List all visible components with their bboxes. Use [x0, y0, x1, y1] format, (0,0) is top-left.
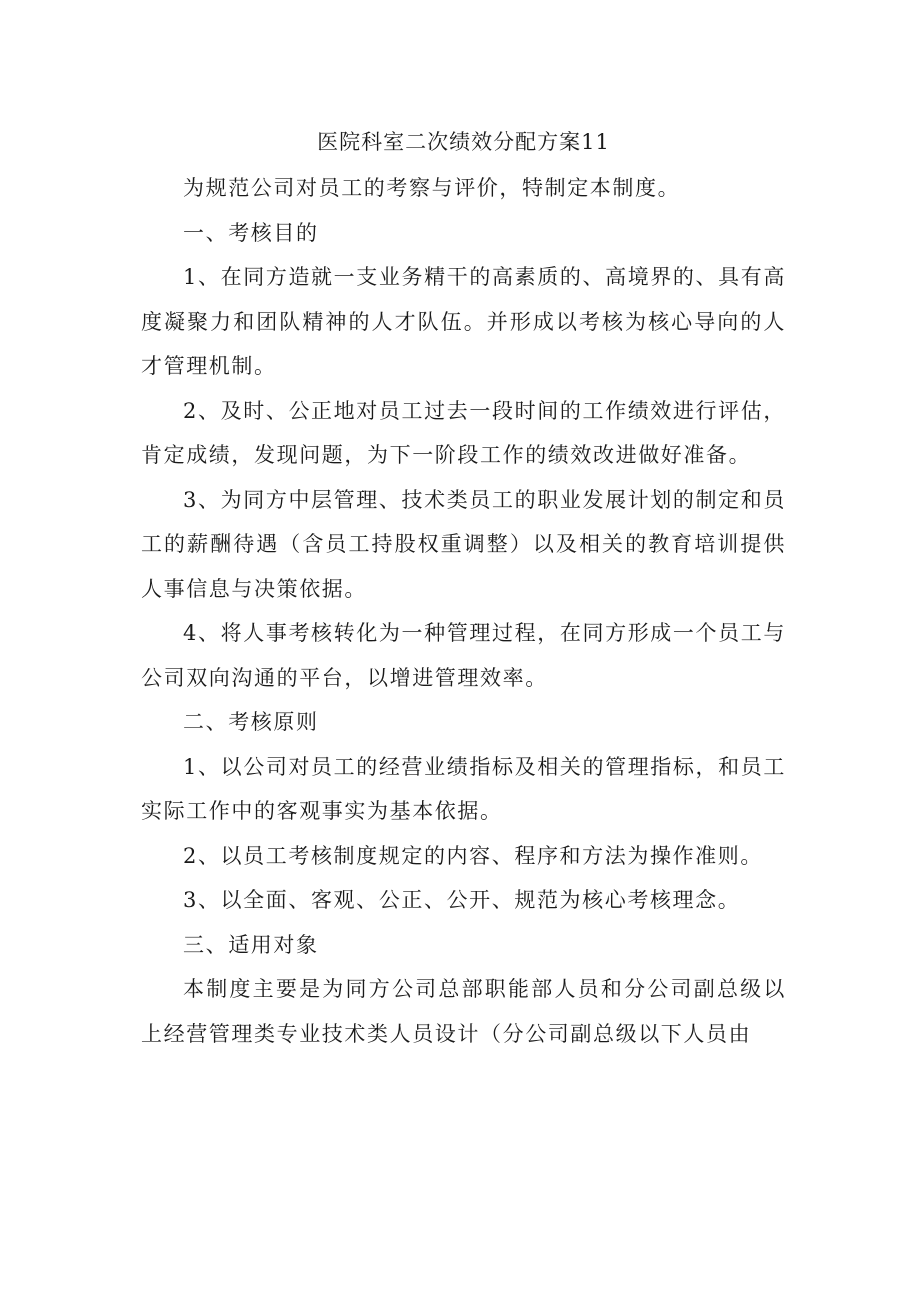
paragraph-principle-2: 2、以员工考核制度规定的内容、程序和方法为操作准则。	[183, 843, 763, 868]
paragraph-principle-3: 3、以全面、客观、公正、公开、规范为核心考核理念。	[183, 888, 741, 912]
document-title: 医院科室二次绩效分配方案11	[317, 130, 610, 154]
paragraph-principle-1: 1、以公司对员工的经营业绩指标及相关的管理指标，和员工实际工作中的客观事实为基本依据。	[141, 754, 786, 823]
section-heading-2: 二、考核原则	[183, 710, 319, 734]
paragraph-intro: 为规范公司对员工的考察与评价，特制定本制度。	[183, 176, 681, 200]
paragraph-purpose-2: 2、及时、公正地对员工过去一段时间的工作绩效进行评估，肯定成绩，发现问题，为下一阶段工作的绩效改进做好准备。	[141, 398, 786, 467]
document-body	[141, 118, 786, 1056]
section-heading-3: 三、适用对象	[183, 932, 319, 957]
paragraph-purpose-3: 3、为同方中层管理、技术类员工的职业发展计划的制定和员工的薪酬待遇（含员工持股权重调整）以及相关的教育培训提供人事信息与决策依据。	[141, 487, 786, 601]
paragraph-scope: 本制度主要是为同方公司总部职能部人员和分公司副总级以上经营管理类专业技术类人员设计（分公司副总级以下人员由	[141, 977, 786, 1046]
paragraph-purpose-1: 1、在同方造就一支业务精干的高素质的、高境界的、具有高度凝聚力和团队精神的人才队伍。并形成以考核为核心导向的人才管理机制。	[141, 265, 786, 378]
section-heading-1: 一、考核目的	[183, 220, 319, 245]
paragraph-purpose-4: 4、将人事考核转化为一种管理过程，在同方形成一个员工与公司双向沟通的平台，以增进管理效率。	[141, 621, 786, 690]
